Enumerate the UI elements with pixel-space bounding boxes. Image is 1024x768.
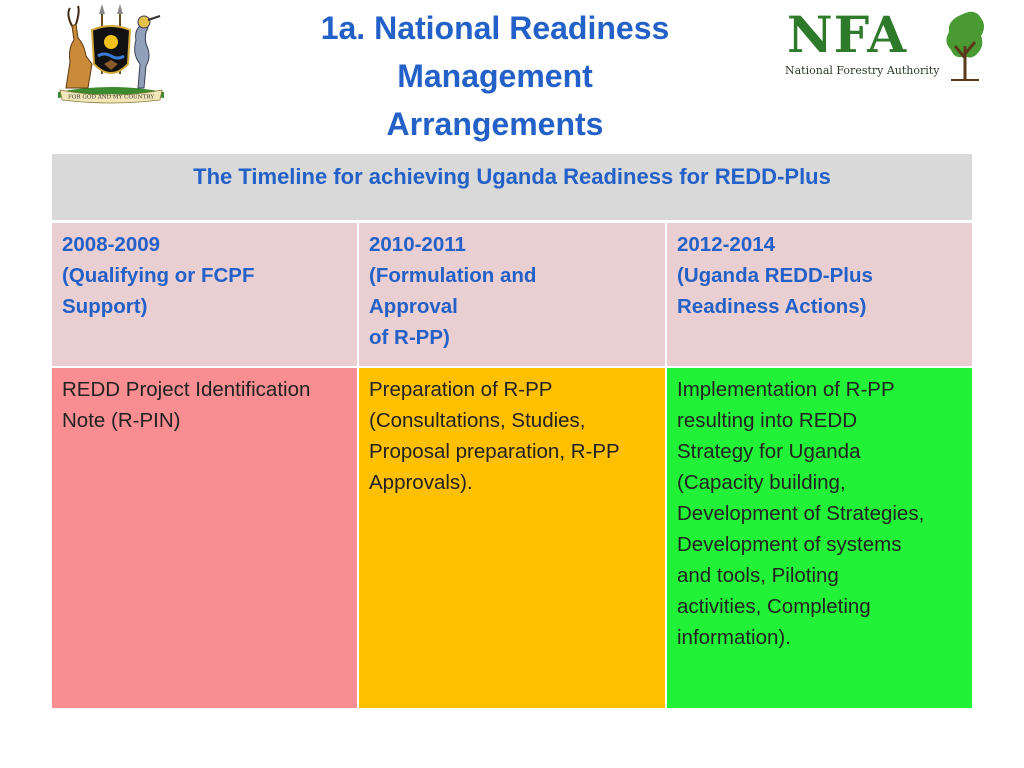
body-line: information). xyxy=(677,626,791,649)
column-header-2012-2014 xyxy=(667,223,972,366)
column-header-2008-2009 xyxy=(52,223,357,366)
header-line: of R-PP) xyxy=(369,326,450,349)
nfa-logo-subtitle: National Forestry Authority xyxy=(785,64,940,77)
page-title xyxy=(260,4,730,148)
body-line: activities, Completing xyxy=(677,595,871,618)
table-banner xyxy=(52,154,972,220)
header-line: (Formulation and xyxy=(369,264,537,287)
title-line: Arrangements xyxy=(386,106,604,142)
body-line: Strategy for Uganda xyxy=(677,440,861,463)
header-line: Readiness Actions) xyxy=(677,295,867,318)
title-line: 1a. National Readiness xyxy=(320,10,670,46)
body-line: Approvals). xyxy=(369,471,473,494)
body-line: Development of Strategies, xyxy=(677,502,925,525)
tree-icon xyxy=(941,6,989,82)
body-line: (Capacity building, xyxy=(677,471,846,494)
cell-rpp-implementation xyxy=(667,368,972,708)
body-line: Development of systems xyxy=(677,533,902,556)
header-line: 2008-2009 xyxy=(62,233,161,256)
cell-rpp-preparation xyxy=(359,368,665,708)
header-line: (Qualifying or FCPF xyxy=(62,264,255,287)
body-line: (Consultations, Studies, xyxy=(369,409,586,432)
header-line: (Uganda REDD-Plus xyxy=(677,264,873,287)
header-line: Approval xyxy=(369,295,458,318)
column-header-2010-2011 xyxy=(359,223,665,366)
table-banner-text: The Timeline for achieving Uganda Readiness for REDD-Plus xyxy=(193,164,831,189)
body-line: resulting into REDD xyxy=(677,409,858,432)
body-line: Implementation of R-PP xyxy=(677,378,895,401)
body-line: and tools, Piloting xyxy=(677,564,839,587)
nfa-logo-text: NFA xyxy=(787,5,908,64)
body-line: REDD Project Identification xyxy=(62,378,311,401)
nfa-logo xyxy=(783,6,993,82)
title-line: Management xyxy=(397,58,593,94)
cell-rpin xyxy=(52,368,357,708)
svg-text:FOR GOD AND MY COUNTRY: FOR GOD AND MY COUNTRY xyxy=(67,94,155,101)
timeline-table xyxy=(52,154,972,708)
uganda-coat-of-arms-logo xyxy=(52,4,170,104)
header-line: Support) xyxy=(62,295,148,318)
body-line: Preparation of R-PP xyxy=(369,378,553,401)
header-line: 2010-2011 xyxy=(369,233,466,256)
header-line: 2012-2014 xyxy=(677,233,776,256)
body-line: Proposal preparation, R-PP xyxy=(369,440,620,463)
body-line: Note (R-PIN) xyxy=(62,409,181,432)
